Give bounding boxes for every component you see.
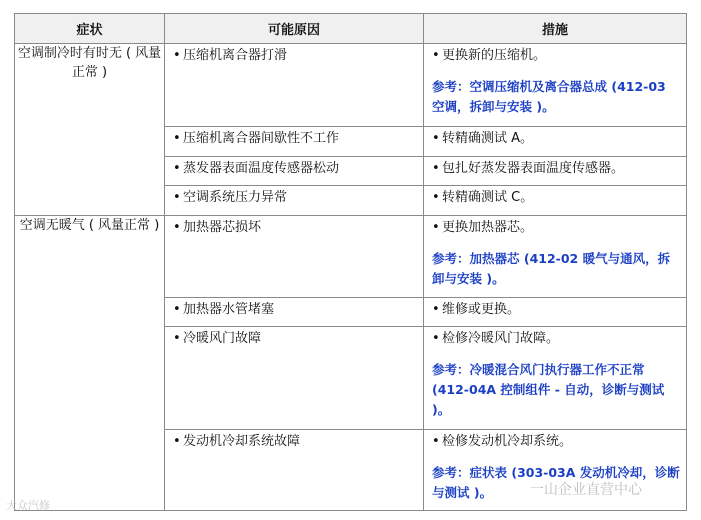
bullet: • <box>173 48 181 63</box>
watermark-right: 一山企业直营中心 <box>530 482 642 498</box>
action-cell <box>424 127 687 157</box>
symptom-cell: 空调制冷时有时无 ( 风量正常 ) <box>15 44 165 216</box>
bullet: • <box>173 220 181 235</box>
action-text: 更换新的压缩机。 <box>442 48 547 63</box>
watermark-left: 大众汽修 <box>6 499 50 512</box>
reference-text: 参考：空调压缩机及离合器总成 (412-03 空调，拆卸与安装 )。 <box>432 79 666 114</box>
action-text: 转精确测试 A。 <box>442 131 534 146</box>
bullet: • <box>173 302 181 317</box>
bullet: • <box>173 434 181 449</box>
bullet: • <box>173 161 181 176</box>
reference-text: 参考：症状表 (303-03A 发动机冷却，诊断与测试 )。 <box>432 465 680 500</box>
cause-cell <box>165 216 424 298</box>
cause-text: 压缩机离合器打滑 <box>183 48 288 63</box>
cause-text: 发动机冷却系统故障 <box>183 434 301 449</box>
cause-text: 冷暖风门故障 <box>183 331 262 346</box>
action-text: 包扎好蒸发器表面温度传感器。 <box>442 161 625 176</box>
action-text: 维修或更换。 <box>442 302 521 317</box>
table-row <box>15 216 687 298</box>
cause-cell <box>165 298 424 327</box>
header-cause: 可能原因 <box>165 14 424 44</box>
bullet: • <box>432 434 440 449</box>
bullet: • <box>432 331 440 346</box>
cause-cell <box>165 44 424 127</box>
bullet: • <box>173 331 181 346</box>
cause-text: 空调系统压力异常 <box>183 190 288 205</box>
cause-text: 加热器水管堵塞 <box>183 302 275 317</box>
cause-cell <box>165 127 424 157</box>
header-action: 措施 <box>424 14 687 44</box>
bullet: • <box>432 220 440 235</box>
cause-cell <box>165 430 424 511</box>
reference-text: 参考：加热器芯 (412-02 暖气与通风，拆卸与安装 )。 <box>432 251 671 286</box>
cause-text: 压缩机离合器间歇性不工作 <box>183 131 340 146</box>
symptom-cell: 空调无暖气 ( 风量正常 ) <box>15 216 165 511</box>
action-cell <box>424 216 687 298</box>
reference-text: 参考：冷暖混合风门执行器工作不正常 (412-04A 控制组件 - 自动，诊断与测试 )。 <box>432 362 665 417</box>
action-text: 更换加热器芯。 <box>442 220 534 235</box>
action-cell <box>424 298 687 327</box>
bullet: • <box>432 131 440 146</box>
cause-cell <box>165 157 424 186</box>
action-cell <box>424 327 687 430</box>
bullet: • <box>432 302 440 317</box>
cause-text: 加热器芯损坏 <box>183 220 262 235</box>
bullet: • <box>432 48 440 63</box>
action-text: 转精确测试 C。 <box>442 190 534 205</box>
bullet: • <box>173 190 181 205</box>
cause-cell <box>165 327 424 430</box>
cause-text: 蒸发器表面温度传感器松动 <box>183 161 340 176</box>
action-cell <box>424 157 687 186</box>
symptom-table <box>14 13 687 511</box>
bullet: • <box>432 161 440 176</box>
table-row <box>15 44 687 127</box>
header-row <box>15 14 687 44</box>
action-cell <box>424 44 687 127</box>
bullet: • <box>432 190 440 205</box>
cause-cell <box>165 186 424 216</box>
bullet: • <box>173 131 181 146</box>
action-cell <box>424 186 687 216</box>
header-symptom: 症状 <box>15 14 165 44</box>
action-text: 检修发动机冷却系统。 <box>442 434 573 449</box>
action-text: 检修冷暖风门故障。 <box>442 331 560 346</box>
